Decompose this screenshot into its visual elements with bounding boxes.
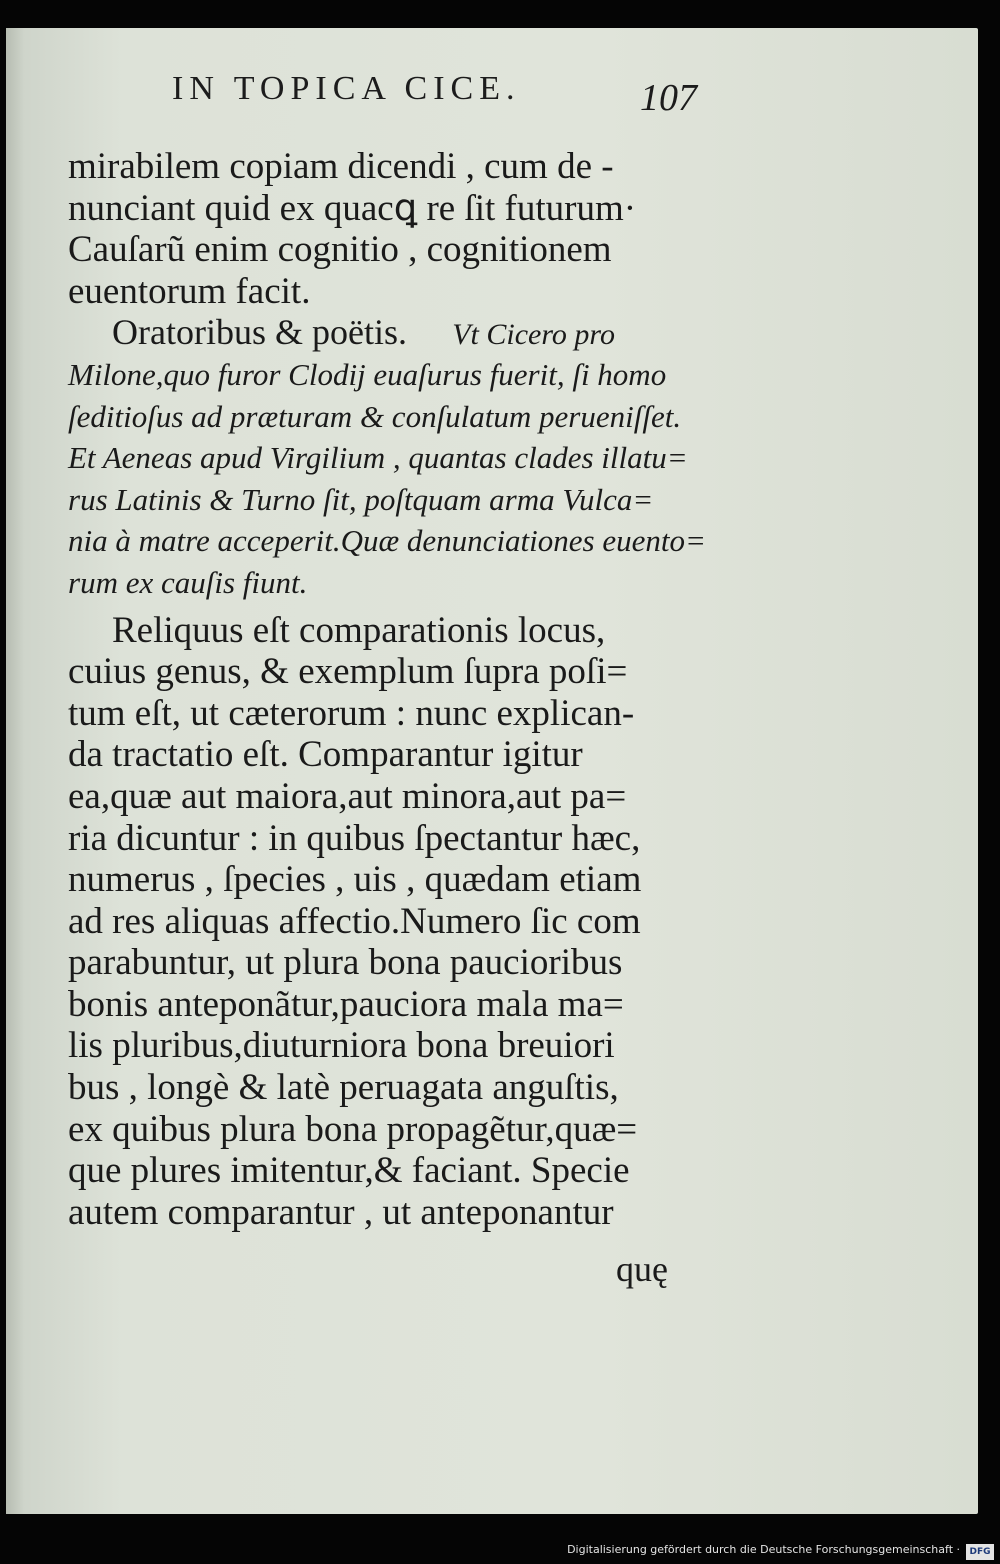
gutter-shadow [6,28,24,1514]
text-line: Reliquus eſt comparationis locus, [112,609,606,651]
page-number: 107 [640,77,697,119]
commentary-line: nia à matre acceperit.Quæ denunciationes euento= [68,523,706,559]
text-line: ria dicuntur : in quibus ſpectantur hæc, [68,817,641,859]
text-line: que plures imitentur,& faciant. Specie [68,1150,630,1192]
text-line: Cauſarũ enim cognitio , cognitionem [68,229,612,271]
text-line: ea,quæ aut maiora,aut minora,aut pa= [68,775,627,817]
text-line: parabuntur, ut plura bona paucioribus [68,942,623,984]
commentary-text: Vt Cicero pro [452,318,615,352]
text-line: mirabilem copiam dicendi , cum de - [68,146,614,187]
page-header [6,66,978,126]
text-line: numerus , ſpecies , uis , quædam etiam [68,859,642,901]
commentary-line: Et Aeneas apud Virgilium , quantas clades illatu= [68,440,688,476]
dfg-logo-icon: DFG [966,1544,994,1560]
text-line: bus , longè & latè peruagata anguſtis, [68,1067,619,1109]
commentary-line: rus Latinis & Turno ſit, poſtquam arma Vulca= [68,481,654,517]
text-line-mixed [68,312,708,354]
commentary-line: ſeditioſus ad præturam & conſulatum perueniſſet. [68,398,682,434]
book-page [6,28,978,1514]
commentary-line: rum ex cauſis fiunt. [68,564,308,600]
text-line: tum eſt, ut cæterorum : nunc explican- [68,692,635,734]
lemma-text: Oratoribus & poëtis. [112,312,407,353]
catchword: quę [616,1249,668,1289]
text-line: ad res aliquas affectio.Numero ſic com [68,900,641,942]
body-text [68,146,708,1233]
text-line: bonis anteponãtur,pauciora mala ma= [68,983,624,1025]
text-line: ex quibus plura bona propagẽtur,quæ= [68,1108,638,1150]
text-line: euentorum facit. [68,270,311,312]
text-line: autem comparantur , ut anteponantur [68,1191,614,1233]
text-line: cuius genus, & exemplum ſupra poſi= [68,651,628,693]
running-head: IN TOPICA CICE. [172,70,521,107]
text-line: da tractatio eſt. Comparantur igitur [68,734,583,776]
digitization-footer [0,1542,1000,1564]
text-line: nunciant quid ex quacꝗ re ſit futurum· [68,187,637,229]
text-line: lis pluribus,diuturniora bona breuiori [68,1025,615,1067]
commentary-line: Milone,quo furor Clodij euaſurus fuerit, ſi homo [68,356,667,392]
funding-credit: Digitalisierung gefördert durch die Deutsche Forschungsgemeinschaft · [567,1543,960,1556]
